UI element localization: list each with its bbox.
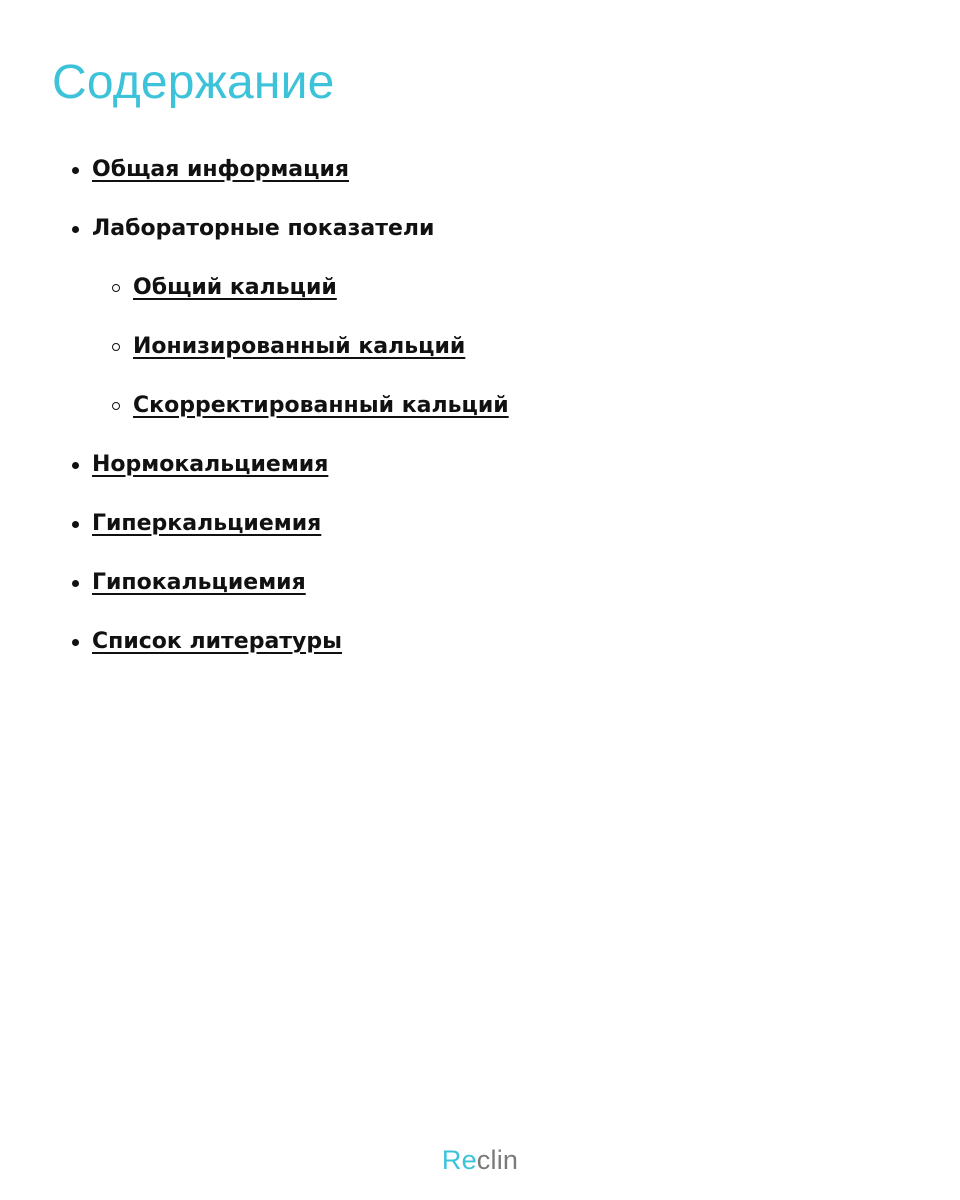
toc-item bbox=[72, 504, 321, 544]
toc-item bbox=[112, 327, 465, 367]
toc-item bbox=[72, 622, 342, 662]
toc-link-hypercalcemia[interactable]: Гиперкальциемия bbox=[92, 511, 322, 536]
bullet-circle-icon bbox=[112, 284, 120, 292]
toc-link-corrected-calcium[interactable]: Скорректированный кальций bbox=[133, 393, 509, 418]
toc-section-lab-values: Лабораторные показатели bbox=[92, 216, 435, 241]
reclin-logo bbox=[0, 1142, 960, 1178]
toc-link-general-info[interactable]: Общая информация bbox=[92, 157, 349, 182]
toc-link-references[interactable]: Список литературы bbox=[92, 629, 343, 654]
toc-item bbox=[72, 445, 328, 485]
toc-item bbox=[72, 563, 306, 603]
logo-accent-text: Re bbox=[441, 1145, 477, 1175]
toc-link-total-calcium[interactable]: Общий кальций bbox=[133, 275, 337, 300]
bullet-circle-icon bbox=[112, 402, 120, 410]
bullet-disc-icon bbox=[72, 226, 79, 233]
bullet-disc-icon bbox=[72, 462, 79, 469]
toc-link-normocalcemia[interactable]: Нормокальциемия bbox=[92, 452, 329, 477]
bullet-disc-icon bbox=[72, 580, 79, 587]
page-title: Содержание bbox=[52, 56, 335, 109]
toc-item bbox=[72, 150, 349, 190]
toc-link-ionized-calcium[interactable]: Ионизированный кальций bbox=[133, 334, 466, 359]
bullet-circle-icon bbox=[112, 343, 120, 351]
toc-link-hypocalcemia[interactable]: Гипокальциемия bbox=[92, 570, 306, 595]
toc-item bbox=[112, 268, 337, 308]
logo-rest-text: clin bbox=[476, 1145, 519, 1175]
bullet-disc-icon bbox=[72, 639, 79, 646]
toc-item bbox=[72, 209, 434, 249]
bullet-disc-icon bbox=[72, 521, 79, 528]
toc-item bbox=[112, 386, 509, 426]
bullet-disc-icon bbox=[72, 167, 79, 174]
